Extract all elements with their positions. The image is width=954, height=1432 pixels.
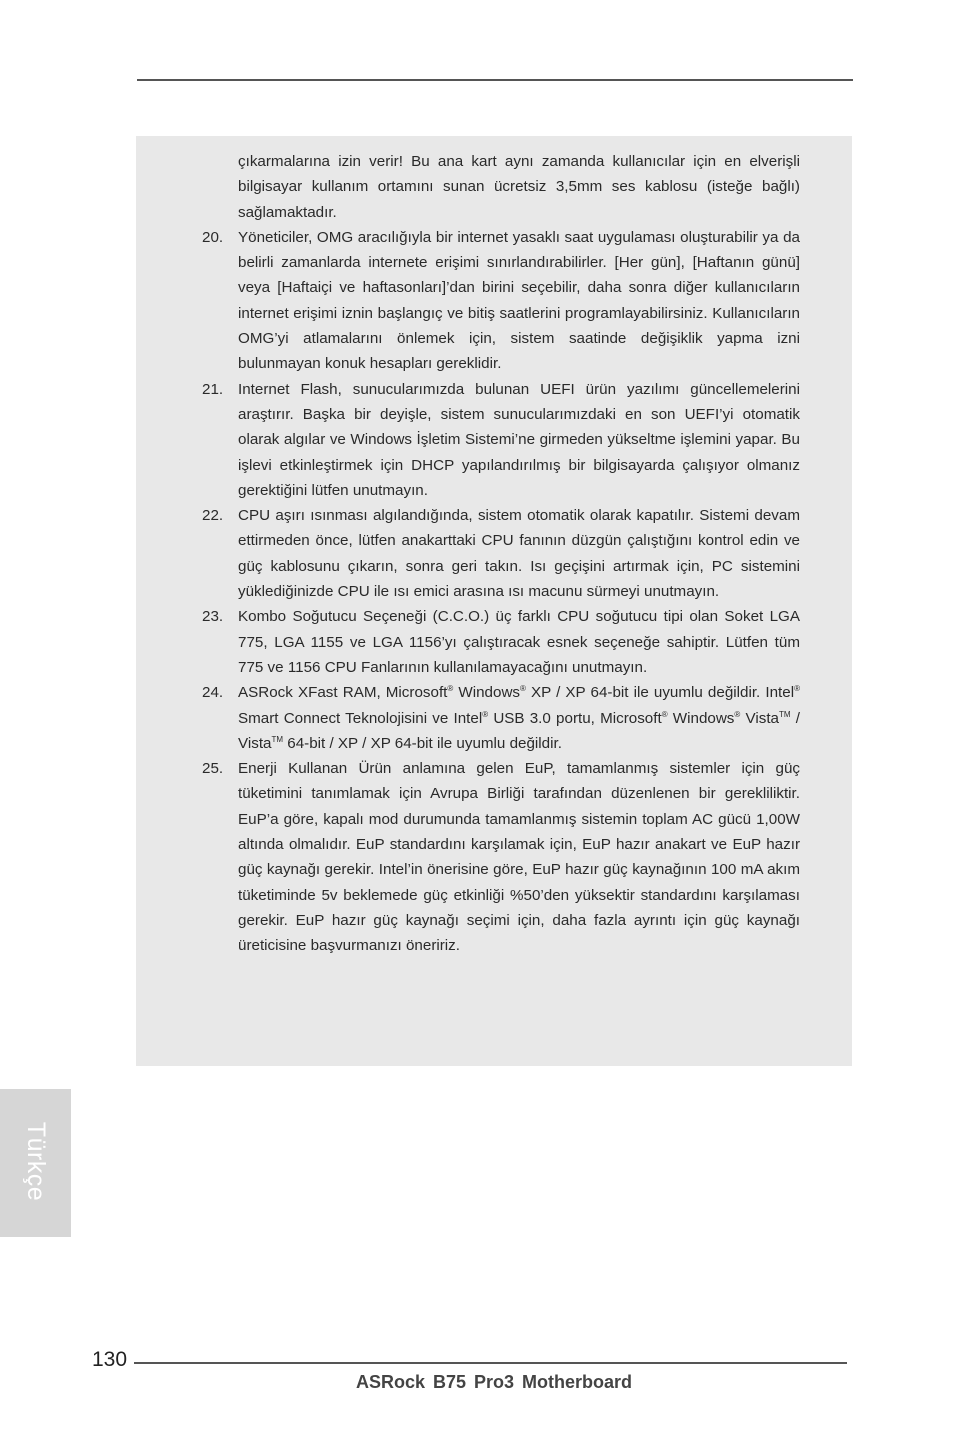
registered-mark: ® xyxy=(734,709,741,719)
language-label: Türkçe xyxy=(22,1121,51,1201)
item-number: 22. xyxy=(202,507,224,525)
item-number: 20. xyxy=(202,228,224,246)
footer-rule xyxy=(134,1362,847,1364)
list-item xyxy=(190,503,800,604)
trademark-mark: TM xyxy=(779,709,791,719)
item-number: 24. xyxy=(202,684,224,702)
registered-mark: ® xyxy=(661,709,668,719)
continued-paragraph: çıkarmalarına izin verir! Bu ana kart aynı zamanda kullanıcılar için en elverişli bilgisayar kullanım ortamını sunan ücretsiz 3,5mm ses kablosu (isteğe bağlı) sağlamaktadır. xyxy=(238,153,800,221)
header-rule xyxy=(137,79,853,81)
list-item xyxy=(190,680,800,756)
item-text: ASRock XFast RAM, Microsoft® Windows® XP / XP 64-bit ile uyumlu değildir. Intel® Smart Connect Teknolojisini ve Intel® USB 3.0 portu, Microsoft® Windows® Vista™ / Vista™ 64-bit / XP / XP 64-bit ile uyumlu değildir. xyxy=(238,684,800,752)
item-number: 21. xyxy=(202,380,224,398)
page-number: 130 xyxy=(92,1348,128,1371)
list-item xyxy=(190,604,800,680)
registered-mark: ® xyxy=(482,709,489,719)
list-item xyxy=(190,756,800,958)
item-text: CPU aşırı ısınması algılandığında, sistem otomatik olarak kapatılır. Sistemi devam ettirmeden önce, lütfen anakarttaki CPU fanının düzgün çalıştığını kontrol edin ve güç kablosunu çıkarın, sonra geri takın. Isı geçişini artırmak için, PC sistemini yüklediğinizde CPU ile ısı emici arasına ısı macunu sürmeyi unutmayın. xyxy=(238,507,800,601)
list-item xyxy=(190,377,800,503)
item-number: 25. xyxy=(202,760,224,778)
item-number: 23. xyxy=(202,608,224,626)
registered-mark: ® xyxy=(794,684,800,694)
list-item xyxy=(190,225,800,377)
registered-mark: ® xyxy=(447,684,454,694)
registered-mark: ® xyxy=(520,684,526,694)
footer-title: ASRock B75 Pro3 Motherboard xyxy=(356,1372,633,1392)
item-text: Yöneticiler, OMG aracılığıyla bir internet yasaklı saat uygulaması oluşturabilir ya da belirli zamanlarda internete erişimi sınırlandırabilirler. [Her gün], [Haftanın günü] veya [Haftaiçi ve haftasonları]’dan birini seçebilir, daha sonra diğer kullanıcıların internet erişimi iznin başlangıç ve bitiş saatlerini programlayabilirsiniz. Kullanıcıların OMG’yi atlamalarını önlemek için, sistem saatinde değişiklik yapma izni bulunmayan konuk hesapları gereklidir. xyxy=(238,228,800,373)
item-text: Internet Flash, sunucularımızda bulunan UEFI ürün yazılımı güncellemelerini araştırır. Başka bir deyişle, sistem sunucularımızdaki en son UEFI’yi otomatik olarak algılar ve Windows İşletim Sistemi’ne girmeden yükseltme işlemini yapar. Bu işlevi etkinleştirmek için DHCP yapılandırılmış bir bilgisayarda çalışıyor olmanız gerektiğini lütfen unutmayın. xyxy=(238,380,800,499)
item-text: Kombo Soğutucu Seçeneği (C.C.O.) üç farklı CPU soğutucu tipi olan Soket LGA 775, LGA 1155 ve LGA 1156’yı çalıştıracak esnek seçeneğe sahiptir. Lütfen tüm 775 ve 1156 CPU Fanlarının kullanılamayacağını unutmayın. xyxy=(238,608,800,676)
item-text: Enerji Kullanan Ürün anlamına gelen EuP, tamamlanmış sistemler için güç tüketimini tanımlamak için Avrupa Birliği tarafından düzenlenen bir gerekliliktir. EuP’a göre, kapalı mod durumunda tamamlanmış sistemin toplam AC gücü 1,00W altında olmalıdır. EuP standardını karşılamak için, EuP hazır anakart ve EuP hazır güç kaynağı gerekir. Intel’in önerisine göre, EuP hazır güç kaynağının 100 mA akım tüketiminde 5v beklemede güç etkinliği %50’den yüksektir standardını karşılaması gerekir. EuP hazır güç kaynağı seçimi için, daha fazla ayrıntı için güç kaynağı üreticisine başvurmanızı öneririz. xyxy=(238,760,800,955)
trademark-mark: TM xyxy=(271,734,284,744)
notes-list xyxy=(190,149,800,959)
